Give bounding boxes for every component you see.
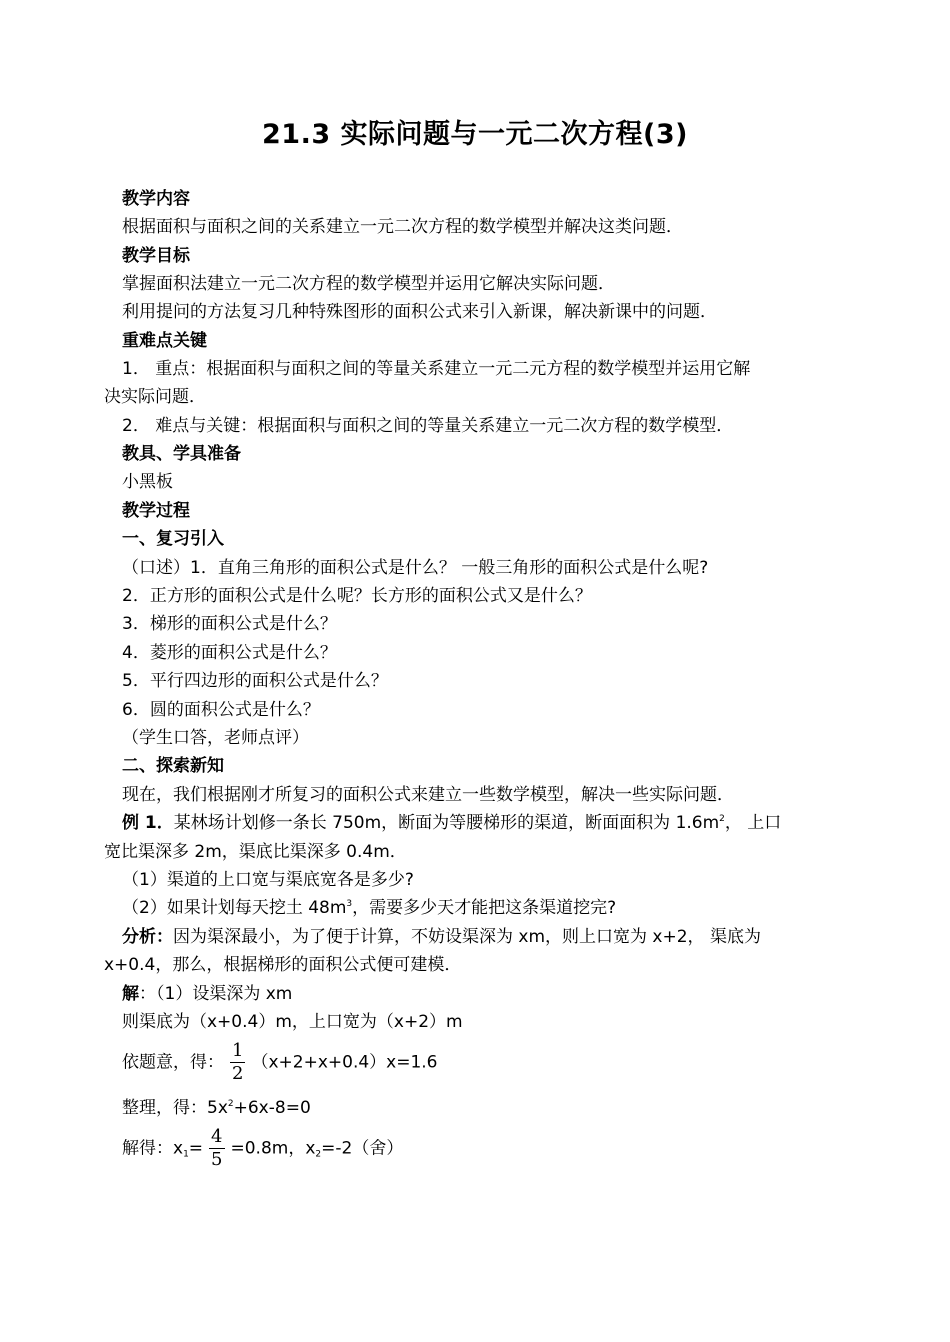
fraction: $\frac{4}{5}$ (211, 1126, 223, 1170)
section-heading-tools: 教具、学具准备 (122, 444, 241, 464)
section-heading-key: 重难点关键 (122, 331, 207, 351)
paragraph: （学生口答，老师点评） (122, 728, 309, 748)
paragraph: 2． 难点与关键：根据面积与面积之间的等量关系建立一元二次方程的数学模型． (122, 416, 734, 436)
paragraph: 小黑板 (122, 472, 173, 492)
section-heading-process: 教学过程 (122, 501, 190, 521)
list-item: 3．梯形的面积公式是什么？ (122, 614, 337, 634)
equation-line: 解得：$x_1=$ $\frac{4}{5}$ =0.8m，$x_2=-2$（舍） (122, 1126, 404, 1170)
list-item: 2．正方形的面积公式是什么呢？长方形的面积公式又是什么？ (122, 586, 592, 606)
section-heading-review: 一、复习引入 (122, 529, 224, 549)
section-heading-explore: 二、探索新知 (122, 756, 224, 776)
paragraph: 决实际问题． (104, 387, 206, 407)
analysis-line: 分析：因为渠深最小，为了便于计算，不妨设渠深为 xm，则上口宽为 x+2， 渠底为 (122, 927, 761, 947)
question-2: （2）如果计划每天挖土 $48m^3$，需要多少天才能把这条渠道挖完? (122, 898, 617, 918)
list-item: 6．圆的面积公式是什么？ (122, 700, 320, 720)
fraction: $\frac{1}{2}$ (232, 1040, 244, 1084)
section-heading-content: 教学内容 (122, 189, 190, 209)
question-1: （1）渠道的上口宽与渠底宽各是多少? (122, 870, 414, 890)
paragraph: 利用提问的方法复习几种特殊图形的面积公式来引入新课，解决新课中的问题． (122, 302, 717, 322)
list-item: 5．平行四边形的面积公式是什么？ (122, 671, 388, 691)
solution-line: 解：（1）设渠深为 xm (122, 984, 293, 1004)
list-item: （口述）1．直角三角形的面积公式是什么？ 一般三角形的面积公式是什么呢? (122, 558, 709, 578)
solution-label: 解 (122, 984, 139, 1004)
paragraph: 宽比渠深多 2m，渠底比渠深多 0.4m． (104, 842, 407, 862)
list-item: 4．菱形的面积公式是什么？ (122, 643, 337, 663)
paragraph: x+0.4，那么，根据梯形的面积公式便可建模． (104, 955, 462, 975)
paragraph: 掌握面积法建立一元二次方程的数学模型并运用它解决实际问题． (122, 274, 615, 294)
equation-line: 依题意，得： $\frac{1}{2}$ （x+2+x+0.4）x=1.6 (122, 1040, 438, 1084)
equation-line: 整理，得：$5x^2+6x-8=0$ (122, 1098, 311, 1118)
paragraph: 1． 重点：根据面积与面积之间的等量关系建立一元二元方程的数学模型并运用它解 (122, 359, 751, 379)
analysis-label: 分析： (122, 927, 173, 947)
example-1-line: 例 1．某林场计划修一条长 750m，断面为等腰梯形的渠道，断面面积为 $1.6m^2$， 上口 (122, 813, 782, 833)
example-label: 例 1． (122, 813, 174, 833)
section-heading-goal: 教学目标 (122, 246, 190, 266)
page-title: 21.3 实际问题与一元二次方程(3) (262, 119, 688, 150)
paragraph: 根据面积与面积之间的关系建立一元二次方程的数学模型并解决这类问题． (122, 217, 683, 237)
solution-line: 则渠底为（x+0.4）m，上口宽为（x+2）m (122, 1012, 463, 1032)
paragraph: 现在，我们根据刚才所复习的面积公式来建立一些数学模型，解决一些实际问题． (122, 785, 734, 805)
